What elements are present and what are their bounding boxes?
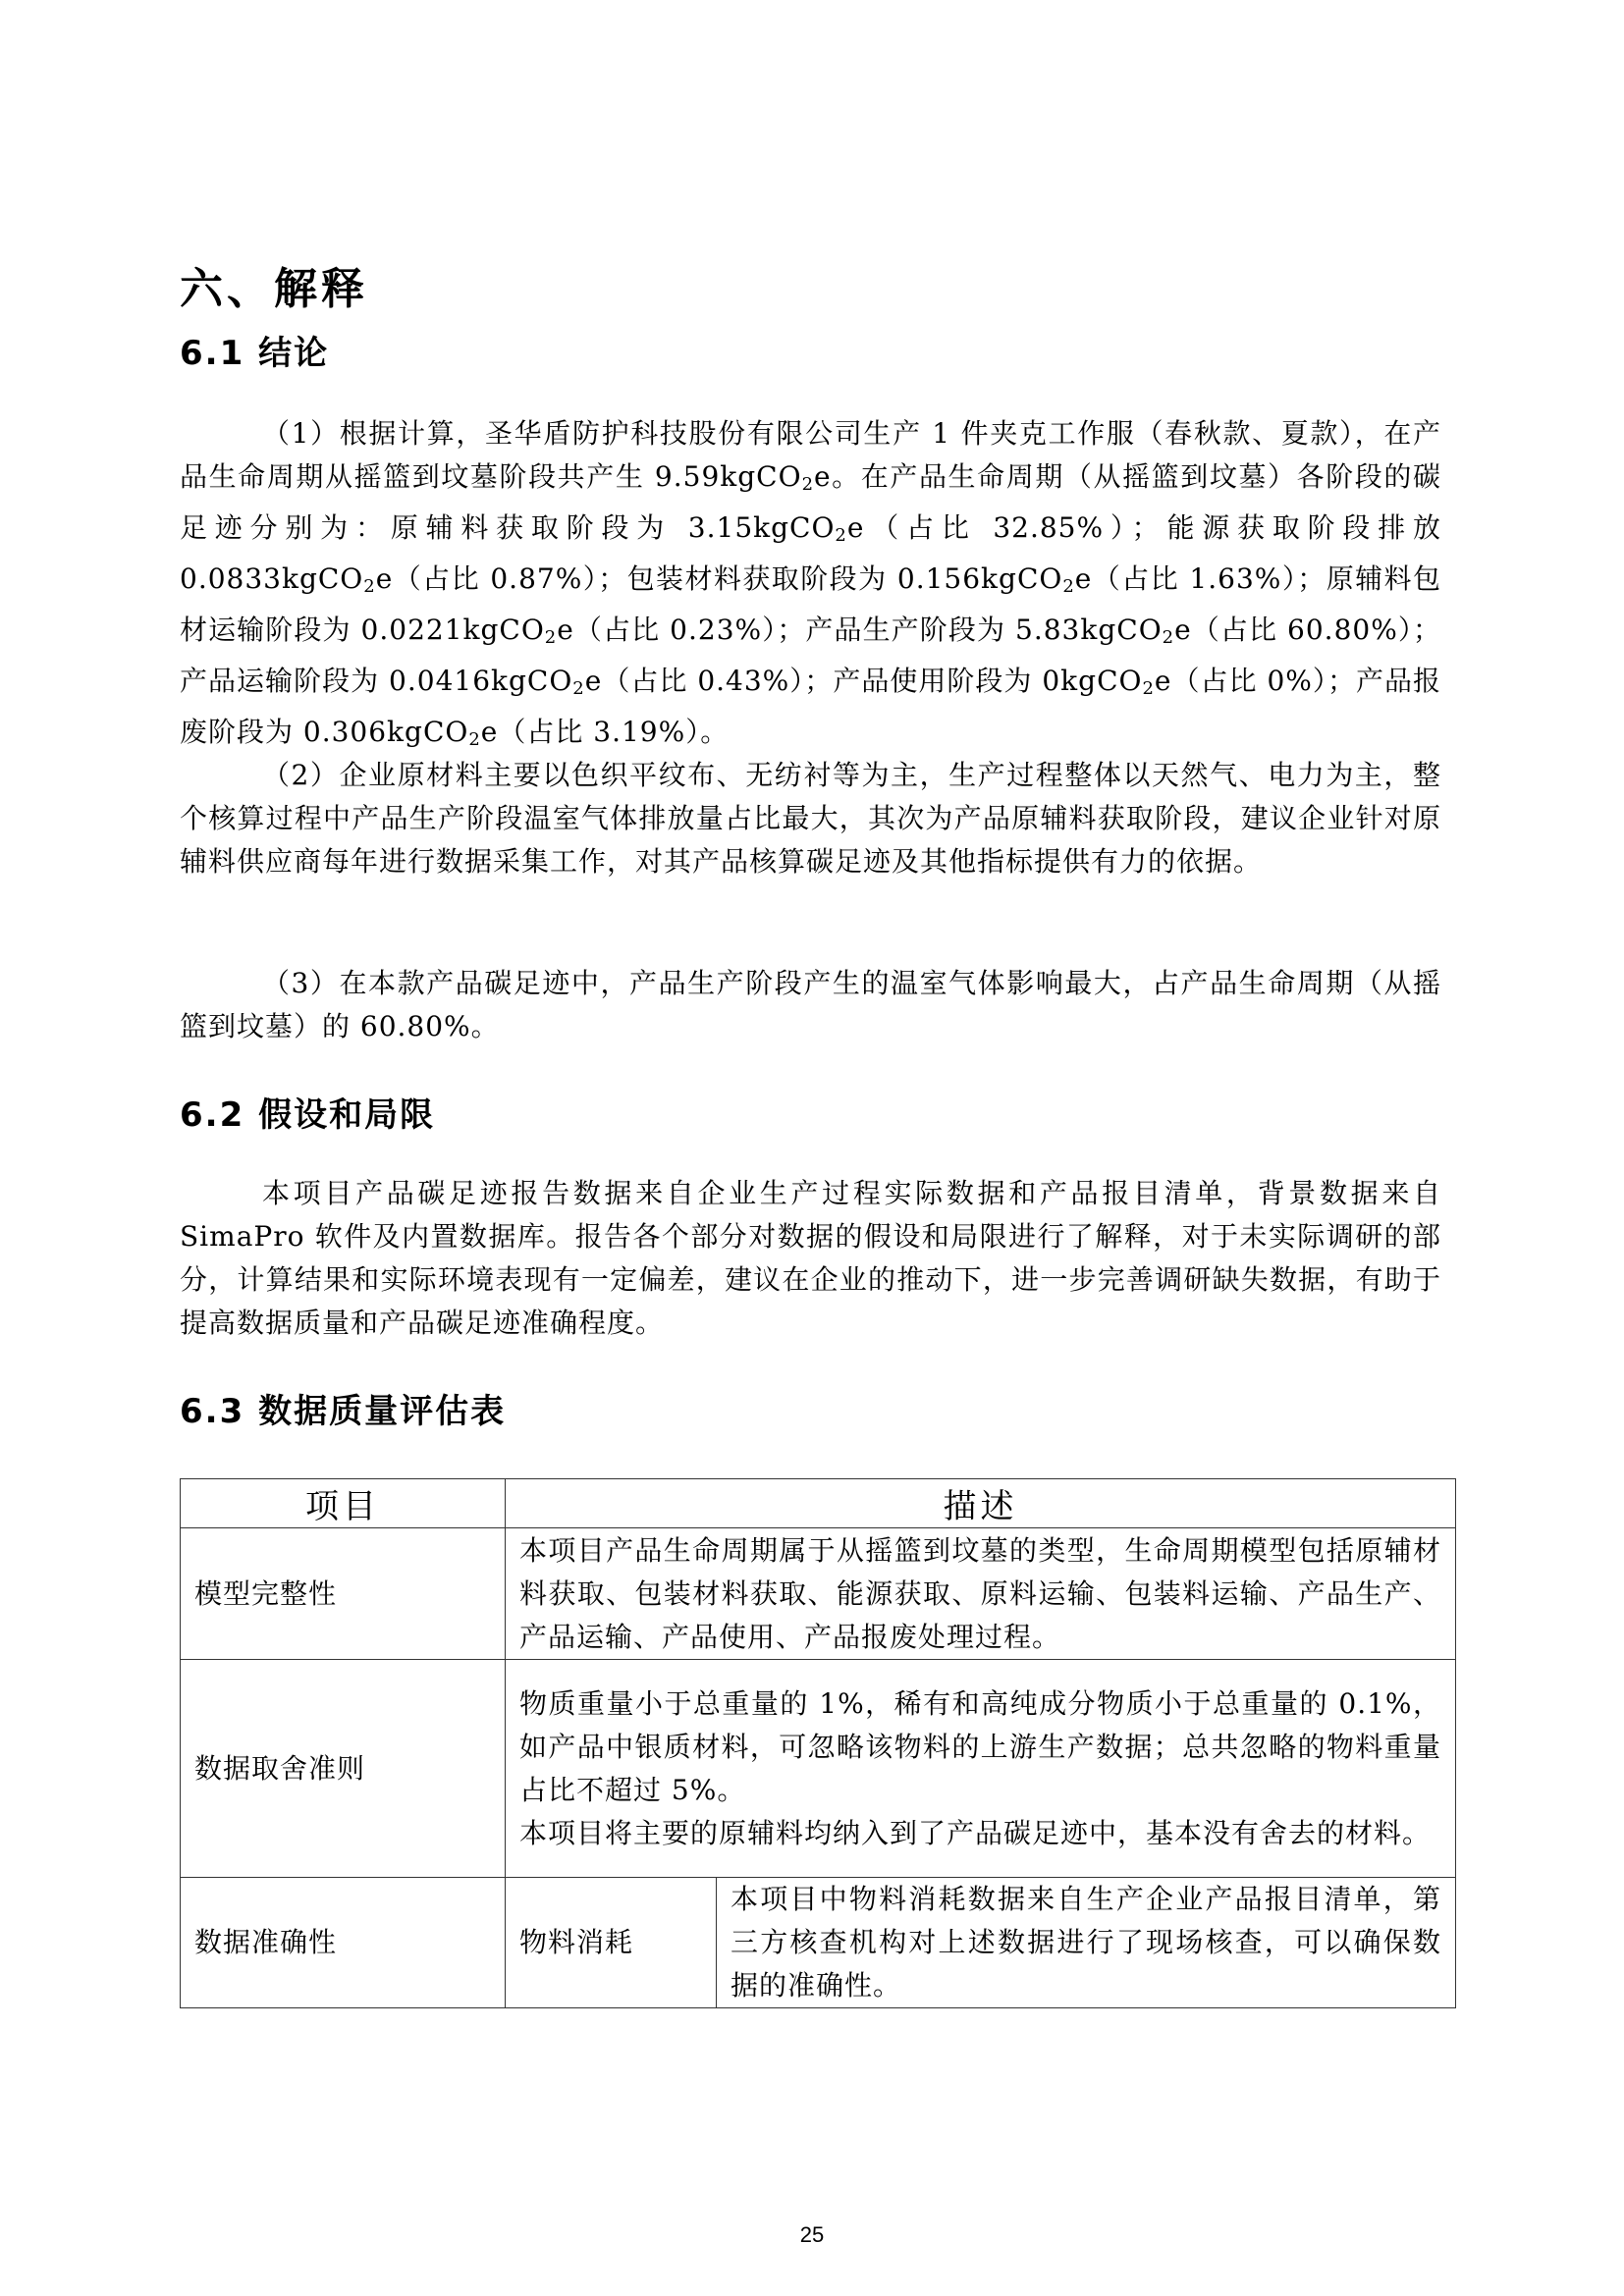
assumptions-paragraph: 本项目产品碳足迹报告数据来自企业生产过程实际数据和产品报目清单，背景数据来自 SimaPro 软件及内置数据库。报告各个部分对数据的假设和局限进行了解释，对于未实际调研的部分，计算结果和实际环境表现有一定偏差，建议在企业的推动下，进一步完善调研缺失数据，有助于提高数据质量和产品碳足迹准确程度。 — [180, 1177, 1441, 1339]
section-6-3-title: 6.3 数据质量评估表 — [180, 1392, 507, 1431]
chapter-heading: 六、解释 — [180, 264, 368, 314]
table-row — [181, 1878, 1456, 2008]
page-number: 25 — [799, 2222, 825, 2247]
row-item-data-accuracy: 数据准确性 — [181, 1878, 506, 2008]
conclusion-paragraph-3: （3）在本款产品碳足迹中，产品生产阶段产生的温室气体影响最大，占产品生命周期（从摇篮到坟墓）的 60.80%。 — [180, 967, 1441, 1042]
header-description: 描述 — [506, 1479, 1456, 1528]
row-item-cutoff-criteria: 数据取舍准则 — [181, 1660, 506, 1878]
section-6-2-title: 6.2 假设和局限 — [180, 1095, 436, 1135]
cutoff-criteria-text-1: 物质重量小于总重量的 1%，稀有和高纯成分物质小于总重量的 0.1%，如产品中银质材料，可忽略该物料的上游生产数据；总共忽略的物料重量占比不超过 5%。 — [519, 1686, 1441, 1806]
data-quality-table — [180, 1478, 1456, 2008]
conclusion-paragraph-2: （2）企业原材料主要以色织平纹布、无纺衬等为主，生产过程整体以天然气、电力为主，整个核算过程中产品生产阶段温室气体排放量占比最大，其次为产品原辅料获取阶段，建议企业针对原辅料供应商每年进行数据采集工作，对其产品核算碳足迹及其他指标提供有力的依据。 — [180, 759, 1441, 878]
table-row — [181, 1660, 1456, 1878]
table-row — [181, 1528, 1456, 1660]
conclusion-paragraph-1: （1）根据计算，圣华盾防护科技股份有限公司生产 1 件夹克工作服（春秋款、夏款），在产品生命周期从摇篮到坟墓阶段共产生 9.59kgCO$_2$e。在产品生命周期（从摇篮到坟墓）各阶段的碳足迹分别为：原辅料获取阶段为 3.15kgCO$_2$e（占比 32.85%）；能源获取阶段排放 0.0833kgCO$_2$e（占比 0.87%）；包装材料获取阶段为 0.156kgCO$_2$e（占比 1.63%）；原辅料包材运输阶段为 0.0221kgCO$_2$e（占比 0.23%）；产品生产阶段为 5.83kgCO$_2$e（占比 60.80%）；产品运输阶段为 0.0416kgCO$_2$e（占比 0.43%）；产品使用阶段为 0kgCO$_2$e（占比 0%）；产品报废阶段为 0.306kgCO$_2$e（占比 3.19%）。 — [180, 417, 1442, 750]
table-header-row — [181, 1479, 1456, 1528]
section-6-1-title: 6.1 结论 — [180, 334, 330, 373]
cutoff-criteria-text-2: 本项目将主要的原辅料均纳入到了产品碳足迹中，基本没有舍去的材料。 — [519, 1816, 1432, 1849]
row-item-model-completeness: 模型完整性 — [181, 1528, 506, 1660]
row-desc-data-accuracy: 本项目中物料消耗数据来自生产企业产品报目清单，第三方核查机构对上述数据进行了现场核查，可以确保数据的准确性。 — [717, 1878, 1456, 2008]
row-desc-cutoff-criteria — [506, 1660, 1456, 1878]
row-sub-material-consumption: 物料消耗 — [506, 1878, 717, 2008]
header-item: 项目 — [181, 1479, 506, 1528]
row-desc-model-completeness: 本项目产品生命周期属于从摇篮到坟墓的类型，生命周期模型包括原辅材料获取、包装材料获取、能源获取、原料运输、包装料运输、产品生产、产品运输、产品使用、产品报废处理过程。 — [506, 1528, 1456, 1660]
